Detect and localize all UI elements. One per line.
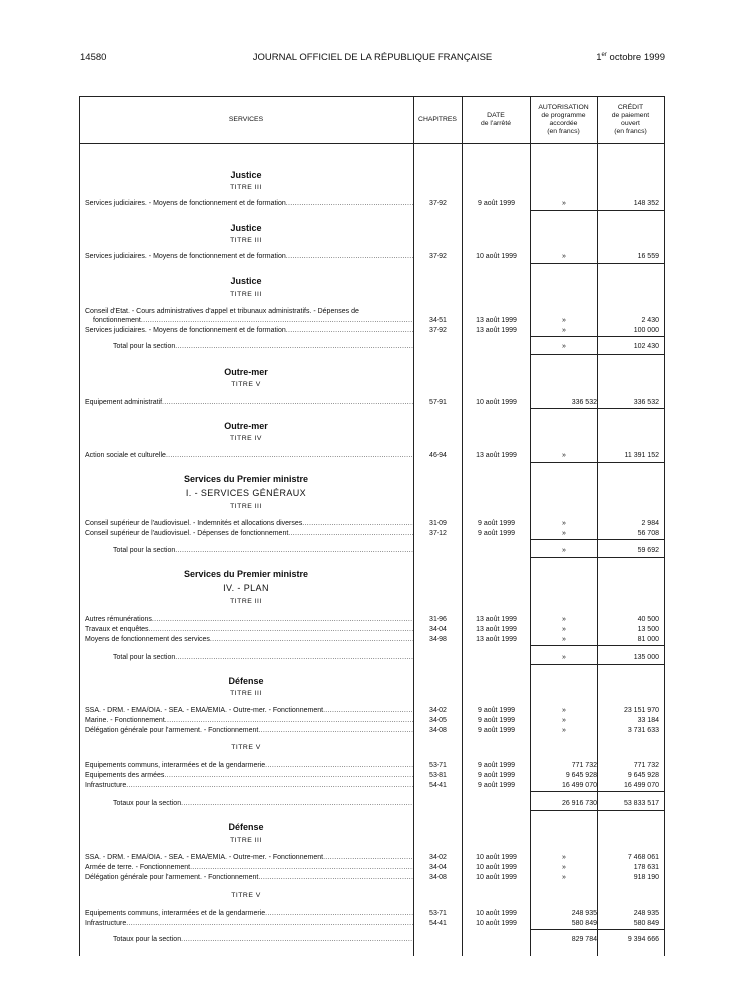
row-credit: 771 732 xyxy=(633,762,659,769)
row-date: 10 août 1999 xyxy=(476,874,517,881)
col-header-auth-l1: AUTORISATION xyxy=(538,103,589,111)
row-service: Conseil supérieur de l'audiovisuel. - Dépenses de fonctionnement ..... xyxy=(85,529,413,538)
row-chapitre: 34-02 xyxy=(429,707,447,714)
col-header-auth-l3: accordée xyxy=(549,119,578,127)
row-chapitre: 34-08 xyxy=(429,727,447,734)
row-chapitre: 37-92 xyxy=(429,327,447,334)
row-credit: 56 708 xyxy=(637,530,659,537)
col-header-credit-l4: (en francs) xyxy=(614,127,647,135)
total-autorisation: » xyxy=(562,343,566,350)
col-header-autorisation xyxy=(530,96,597,143)
row-autorisation: » xyxy=(562,253,566,260)
row-service: Action sociale et culturelle ..... xyxy=(85,451,413,460)
row-service: Marine. - Fonctionnement ..... xyxy=(85,716,413,725)
row-service: Autres rémunérations ..... xyxy=(85,615,413,624)
table-row xyxy=(79,873,665,882)
table-row xyxy=(79,615,665,624)
table-row xyxy=(79,252,665,261)
titre-label: TITRE III xyxy=(230,503,262,510)
row-service: Infrastructure ..... xyxy=(85,919,413,928)
row-service: Travaux et enquêtes ..... xyxy=(85,625,413,634)
row-date: 9 août 1999 xyxy=(478,782,515,789)
row-date: 9 août 1999 xyxy=(478,520,515,527)
row-credit: 336 532 xyxy=(633,399,659,406)
row-credit: 40 500 xyxy=(637,616,659,623)
total-credit: 59 692 xyxy=(637,547,659,554)
row-credit: 23 151 970 xyxy=(623,707,659,714)
row-chapitre: 57-91 xyxy=(429,399,447,406)
row-autorisation: » xyxy=(562,520,566,527)
row-autorisation: 580 849 xyxy=(571,920,597,927)
total-row xyxy=(79,935,665,944)
page-header xyxy=(80,52,665,66)
row-service: Infrastructure ..... xyxy=(85,781,413,790)
row-credit: 148 352 xyxy=(633,200,659,207)
total-label: Totaux pour la section ..... xyxy=(113,935,413,944)
row-credit: 178 631 xyxy=(633,864,659,871)
section-heading: Défense xyxy=(228,676,264,686)
section-separator xyxy=(531,354,664,355)
row-autorisation: 771 732 xyxy=(571,762,597,769)
row-service: Equipements des armées ..... xyxy=(85,771,413,780)
section-subheading: I. - SERVICES GÉNÉRAUX xyxy=(185,488,307,498)
col-header-date-l1: DATE xyxy=(487,111,505,119)
credits-table xyxy=(79,96,665,956)
section-separator xyxy=(531,408,664,409)
total-separator xyxy=(531,929,664,930)
row-service: Equipements communs, interarmées et de la gendarmerie ..... xyxy=(85,909,413,918)
row-credit: 16 499 070 xyxy=(623,782,659,789)
row-date: 10 août 1999 xyxy=(476,920,517,927)
total-row xyxy=(79,653,665,662)
table-row xyxy=(79,706,665,715)
row-date: 9 août 1999 xyxy=(478,727,515,734)
row-chapitre: 34-05 xyxy=(429,717,447,724)
row-credit: 9 645 928 xyxy=(627,772,659,779)
row-service: Délégation générale pour l'armement. - Fonctionnement ..... xyxy=(85,873,413,882)
total-autorisation: » xyxy=(562,654,566,661)
row-chapitre: 31-96 xyxy=(429,616,447,623)
row-date: 9 août 1999 xyxy=(478,530,515,537)
section-heading: Services du Premier ministre xyxy=(183,569,309,579)
row-date: 9 août 1999 xyxy=(478,717,515,724)
row-chapitre: 54-41 xyxy=(429,920,447,927)
section-separator xyxy=(531,263,664,264)
col-header-date xyxy=(462,96,530,143)
section-separator xyxy=(531,210,664,211)
total-credit: 135 000 xyxy=(633,654,659,661)
table-row xyxy=(79,398,665,407)
col-header-date-l2: de l'arrêté xyxy=(480,119,511,127)
table-row xyxy=(79,919,665,928)
row-autorisation: » xyxy=(562,874,566,881)
row-service-line1: Conseil d'Etat. - Cours administratives d'appel et tribunaux administratifs. - Dépenses de xyxy=(85,308,359,315)
row-autorisation: » xyxy=(562,327,566,334)
row-date: 9 août 1999 xyxy=(478,772,515,779)
col-header-chapitres-text: CHAPITRES xyxy=(418,115,457,123)
section-heading: Justice xyxy=(230,223,262,233)
table-row xyxy=(79,853,665,862)
row-credit: 7 468 061 xyxy=(627,854,659,861)
row-chapitre: 37-92 xyxy=(429,200,447,207)
row-service: Conseil supérieur de l'audiovisuel. - Indemnités et allocations diverses ..... xyxy=(85,519,413,528)
titre-label: TITRE III xyxy=(230,184,262,191)
table-row xyxy=(79,726,665,735)
row-chapitre: 37-12 xyxy=(429,530,447,537)
row-autorisation: » xyxy=(562,727,566,734)
row-credit: 918 190 xyxy=(633,874,659,881)
total-label: Total pour la section ..... xyxy=(113,653,413,662)
journal-title: JOURNAL OFFICIEL DE LA RÉPUBLIQUE FRANÇAISE xyxy=(252,52,493,63)
row-service: Equipement administratif ..... xyxy=(85,398,413,407)
row-credit: 16 559 xyxy=(637,253,659,260)
table-row xyxy=(79,326,665,335)
total-autorisation: » xyxy=(562,547,566,554)
total-autorisation: 26 916 730 xyxy=(561,800,597,807)
row-credit: 580 849 xyxy=(633,920,659,927)
table-row xyxy=(79,909,665,918)
row-date: 9 août 1999 xyxy=(478,707,515,714)
col-header-credit-l2: de paiement xyxy=(611,111,650,119)
section-separator xyxy=(531,557,664,558)
col-header-credit xyxy=(597,96,664,143)
row-date: 10 août 1999 xyxy=(476,253,517,260)
row-date: 13 août 1999 xyxy=(476,452,517,459)
titre-label: TITRE III xyxy=(230,291,262,298)
row-chapitre: 34-08 xyxy=(429,874,447,881)
row-autorisation: 336 532 xyxy=(571,399,597,406)
titre-label: TITRE III xyxy=(230,837,262,844)
row-date: 10 août 1999 xyxy=(476,399,517,406)
section-heading: Outre-mer xyxy=(224,367,268,377)
total-separator xyxy=(531,791,664,792)
row-autorisation: » xyxy=(562,636,566,643)
row-credit: 2 430 xyxy=(641,317,659,324)
row-service: Services judiciaires. - Moyens de fonctionnement et de formation ..... xyxy=(85,326,413,335)
table-row xyxy=(79,529,665,538)
row-chapitre: 34-02 xyxy=(429,854,447,861)
table-row xyxy=(79,781,665,790)
row-autorisation: » xyxy=(562,530,566,537)
total-credit: 53 833 517 xyxy=(623,800,659,807)
section-heading: Services du Premier ministre xyxy=(183,474,309,484)
row-credit: 13 500 xyxy=(637,626,659,633)
row-service: Equipements communs, interarmées et de la gendarmerie ..... xyxy=(85,761,413,770)
row-autorisation: » xyxy=(562,707,566,714)
row-date: 13 août 1999 xyxy=(476,626,517,633)
row-chapitre: 53-81 xyxy=(429,772,447,779)
issue-date-day: 1 xyxy=(596,52,602,64)
table-row xyxy=(79,625,665,634)
row-autorisation: » xyxy=(562,717,566,724)
row-credit: 248 935 xyxy=(633,910,659,917)
col-header-credit-l3: ouvert xyxy=(621,119,640,127)
total-label: Totaux pour la section ..... xyxy=(113,799,413,808)
titre-label: TITRE V xyxy=(231,381,261,388)
row-autorisation: 248 935 xyxy=(571,910,597,917)
row-autorisation: » xyxy=(562,626,566,633)
row-chapitre: 53-71 xyxy=(429,910,447,917)
total-row xyxy=(79,546,665,555)
total-label: Total pour la section ..... xyxy=(113,342,413,351)
page-number: 14580 xyxy=(80,52,107,63)
row-chapitre: 53-71 xyxy=(429,762,447,769)
row-chapitre: 31-09 xyxy=(429,520,447,527)
row-date: 10 août 1999 xyxy=(476,864,517,871)
row-chapitre: 34-04 xyxy=(429,864,447,871)
col-header-chapitres xyxy=(413,96,462,143)
titre-label: TITRE III xyxy=(230,690,262,697)
titre-label: TITRE V xyxy=(231,744,261,751)
row-chapitre: 34-98 xyxy=(429,636,447,643)
row-credit: 11 391 152 xyxy=(624,452,659,459)
titre-label: TITRE V xyxy=(231,892,261,899)
titre-label: TITRE IV xyxy=(230,435,262,442)
row-chapitre: 46-94 xyxy=(429,452,447,459)
row-date: 10 août 1999 xyxy=(476,854,517,861)
row-service: Moyens de fonctionnement des services ..... xyxy=(85,635,413,644)
row-autorisation: » xyxy=(562,616,566,623)
table-row xyxy=(79,199,665,208)
total-row xyxy=(79,342,665,351)
section-separator xyxy=(531,664,664,665)
row-autorisation: » xyxy=(562,452,566,459)
col-header-auth-l2: de programme xyxy=(541,111,586,119)
total-credit: 102 430 xyxy=(633,343,659,350)
total-autorisation: 829 784 xyxy=(571,936,597,943)
col-header-auth-l4: (en francs) xyxy=(547,127,580,135)
section-heading: Justice xyxy=(230,276,262,286)
table-row xyxy=(79,863,665,872)
row-date: 10 août 1999 xyxy=(476,910,517,917)
total-credit: 9 394 666 xyxy=(627,936,659,943)
row-chapitre: 54-41 xyxy=(429,782,447,789)
table-row xyxy=(79,635,665,644)
row-credit: 33 184 xyxy=(637,717,659,724)
col-header-services xyxy=(79,96,413,143)
row-chapitre: 37-92 xyxy=(429,253,447,260)
col-header-services-text: SERVICES xyxy=(228,115,264,123)
row-date: 13 août 1999 xyxy=(476,317,517,324)
table-row xyxy=(79,761,665,770)
row-service: Délégation générale pour l'armement. - Fonctionnement ..... xyxy=(85,726,413,735)
header-bottom-rule xyxy=(79,143,665,144)
col-header-credit-l1: CRÉDIT xyxy=(617,103,644,111)
row-service: SSA. - DRM. - EMA/OIA. - SEA. - EMA/EMIA. - Outre-mer. - Fonctionnement ..... xyxy=(85,853,413,862)
row-autorisation: » xyxy=(562,200,566,207)
row-autorisation: 16 499 070 xyxy=(561,782,597,789)
section-subheading: IV. - PLAN xyxy=(223,583,269,593)
total-row xyxy=(79,799,665,808)
row-autorisation: » xyxy=(562,317,566,324)
row-date: 13 août 1999 xyxy=(476,327,517,334)
section-separator xyxy=(531,810,664,811)
row-service: Services judiciaires. - Moyens de fonctionnement et de formation ..... xyxy=(85,252,413,261)
row-service: Services judiciaires. - Moyens de fonctionnement et de formation ..... xyxy=(85,199,413,208)
table-row xyxy=(79,451,665,460)
section-heading: Justice xyxy=(230,170,262,180)
section-heading: Défense xyxy=(228,822,264,832)
issue-date xyxy=(596,52,665,63)
section-heading: Outre-mer xyxy=(224,421,268,431)
row-credit: 81 000 xyxy=(637,636,659,643)
row-autorisation: 9 645 928 xyxy=(565,772,597,779)
table-row xyxy=(79,316,665,325)
row-service-line2: fonctionnement ..... xyxy=(85,316,413,325)
total-separator xyxy=(531,336,664,337)
row-date: 9 août 1999 xyxy=(478,200,515,207)
issue-date-sup: er xyxy=(601,52,607,58)
total-separator xyxy=(531,539,664,540)
table-row xyxy=(79,519,665,528)
total-separator xyxy=(531,645,664,646)
row-autorisation: » xyxy=(562,864,566,871)
total-label: Total pour la section ..... xyxy=(113,546,413,555)
titre-label: TITRE III xyxy=(230,237,262,244)
row-date: 13 août 1999 xyxy=(476,616,517,623)
row-service: SSA. - DRM. - EMA/OIA. - SEA. - EMA/EMIA. - Outre-mer. - Fonctionnement ..... xyxy=(85,706,413,715)
section-separator xyxy=(531,462,664,463)
row-autorisation: » xyxy=(562,854,566,861)
row-credit: 3 731 633 xyxy=(627,727,659,734)
row-date: 9 août 1999 xyxy=(478,762,515,769)
row-service: Armée de terre. - Fonctionnement ..... xyxy=(85,863,413,872)
table-row xyxy=(79,771,665,780)
row-chapitre: 34-51 xyxy=(429,317,447,324)
row-chapitre: 34-04 xyxy=(429,626,447,633)
row-credit: 2 984 xyxy=(641,520,659,527)
row-date: 13 août 1999 xyxy=(476,636,517,643)
table-row xyxy=(79,716,665,725)
row-credit: 100 000 xyxy=(633,327,659,334)
issue-date-rest: octobre 1999 xyxy=(606,52,665,64)
titre-label: TITRE III xyxy=(230,598,262,605)
